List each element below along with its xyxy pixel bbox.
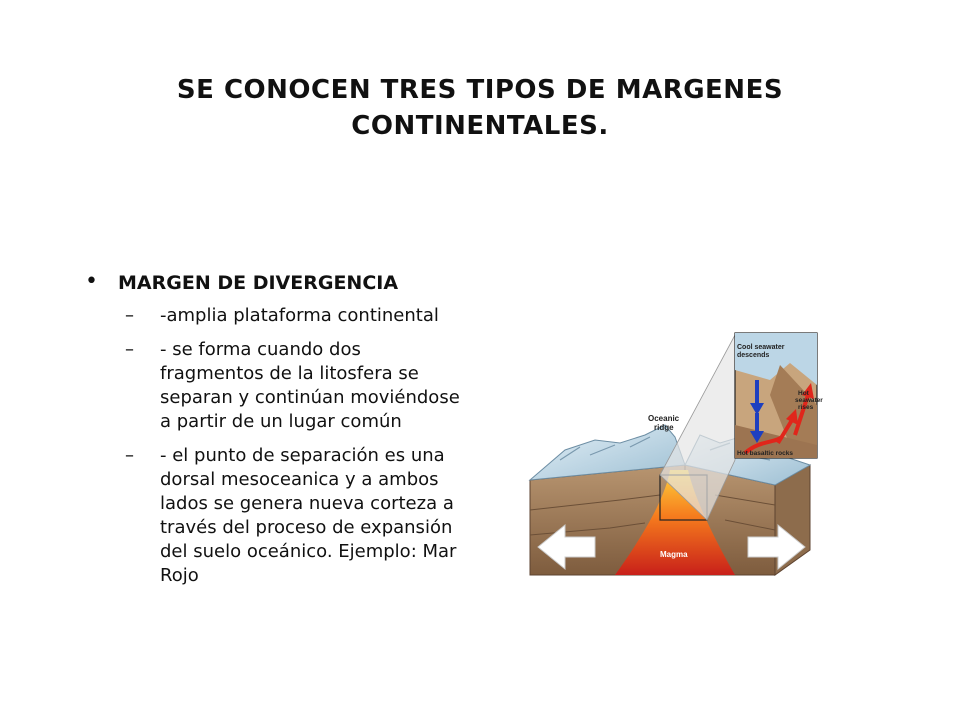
- hot-seawater-label: Hot seawater rises: [795, 390, 823, 411]
- section-heading: MARGEN DE DIVERGENCIA: [118, 272, 399, 294]
- sub-item: [85, 444, 485, 588]
- divergent-margin-diagram: [520, 325, 823, 590]
- sub-list: [85, 304, 485, 588]
- magma-label: Magma: [660, 550, 688, 559]
- cool-seawater-label: Cool seawater descends: [737, 344, 785, 359]
- oceanic-ridge-label: Oceanic ridge: [648, 414, 680, 432]
- sub-item-text: - se forma cuando dos fragmentos de la litosfera se separan y continúan moviéndose a partir de un lugar común: [160, 339, 460, 432]
- bullet-list: [85, 270, 485, 598]
- dash-marker: –: [125, 445, 134, 466]
- title-line-2: CONTINENTALES.: [351, 111, 609, 141]
- bullet-item: [85, 270, 485, 296]
- sub-item: [85, 304, 485, 328]
- slide-title: [0, 72, 960, 144]
- dash-marker: –: [125, 305, 134, 326]
- title-line-1: SE CONOCEN TRES TIPOS DE MARGENES: [176, 75, 784, 105]
- dash-marker: –: [125, 339, 134, 360]
- sub-item: [85, 338, 485, 434]
- bullet-dot: •: [85, 269, 98, 294]
- hot-rocks-label: Hot basaltic rocks: [737, 450, 793, 457]
- sub-item-text: -amplia plataforma continental: [160, 305, 439, 326]
- sub-item-text: - el punto de separación es una dorsal mesoceanica y a ambos lados se genera nueva corteza a través del proceso de expansión del suelo oceánico. Ejemplo: Mar Rojo: [160, 445, 457, 586]
